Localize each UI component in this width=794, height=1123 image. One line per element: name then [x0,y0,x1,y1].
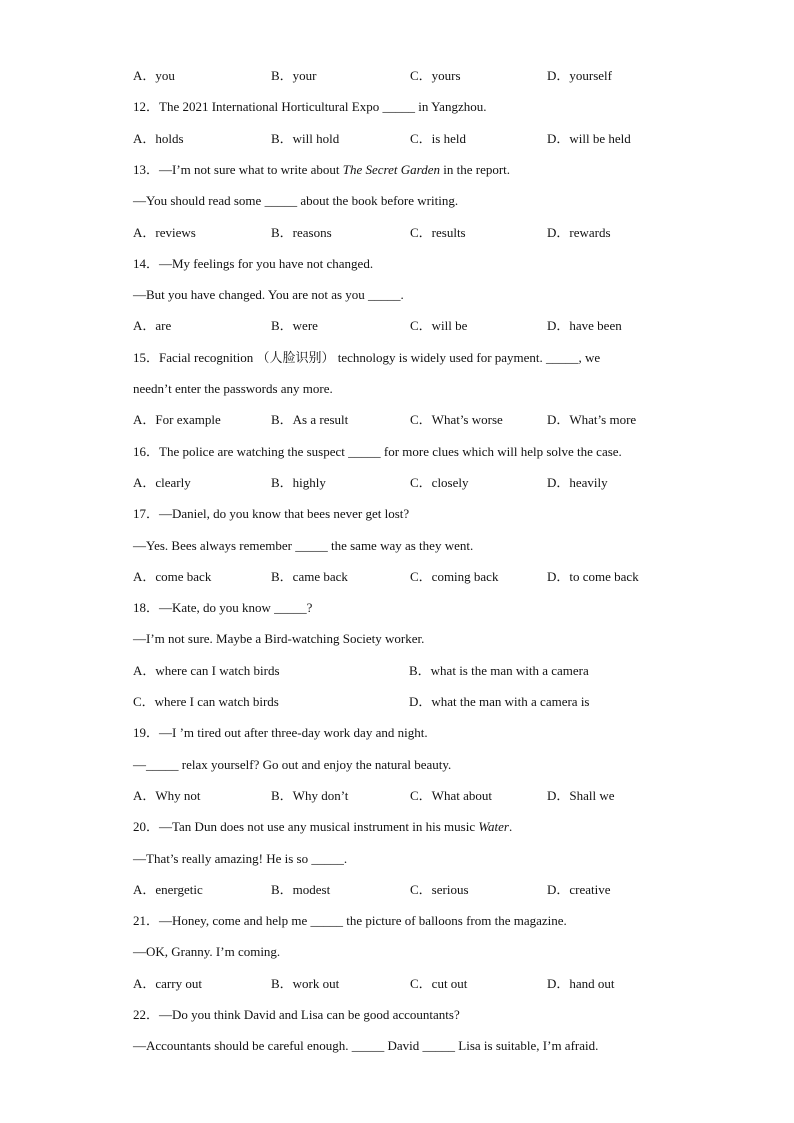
text-run: 18．—Kate, do you know _____? [133,600,313,615]
text-run: 20．—Tan Dun does not use any musical instrument in his music [133,819,479,834]
italic-title: Water [478,819,509,834]
question-line [133,350,694,366]
option-a: A．are [133,318,172,333]
question-line [133,538,694,554]
option-c: C．What about [410,788,492,803]
option-c: C．What’s worse [410,412,503,427]
option-c: C．results [410,225,466,240]
text-run: 15．Facial recognition （人脸识别） technology is widely used for payment. _____, we [133,350,601,365]
option-a: A．energetic [133,882,203,897]
question-line [133,725,694,741]
question-line [133,506,694,522]
question-line [133,1007,694,1023]
text-run: 19．—I ’m tired out after three-day work day and night. [133,725,428,740]
option-b: B．will hold [271,131,340,146]
option-a: A．Why not [133,788,201,803]
option-a: A．clearly [133,475,191,490]
text-run: —_____ relax yourself? Go out and enjoy the natural beauty. [133,757,452,772]
option-b: B．came back [271,569,348,584]
question-line [133,757,694,773]
text-run: —Yes. Bees always remember _____ the same way as they went. [133,538,474,553]
option-c: C．closely [410,475,469,490]
italic-title: The Secret Garden [342,162,440,177]
option-a: A．you [133,68,175,83]
text-run: 13．—I’m not sure what to write about [133,162,343,177]
text-run: —But you have changed. You are not as you _____. [133,287,404,302]
option-d: D．what the man with a camera is [409,694,590,709]
text-run: in the report. [440,162,511,177]
question-line [133,256,694,272]
option-b: B．As a result [271,412,349,427]
text-run: —You should read some _____ about the book before writing. [133,193,459,208]
option-b: B．Why don’t [271,788,349,803]
text-run: . [508,819,513,834]
question-line [133,99,694,115]
option-d: D．to come back [547,569,639,584]
option-a: A．where can I watch birds [133,663,280,678]
question-line [133,287,694,303]
text-run: —I’m not sure. Maybe a Bird-watching Society worker. [133,631,425,646]
option-b: B．were [271,318,318,333]
text-run: needn’t enter the passwords any more. [133,381,333,396]
question-line [133,819,694,835]
text-run: 16．The police are watching the suspect _____ for more clues which will help solve the case. [133,444,622,459]
option-b: B．work out [271,976,340,991]
option-b: B．your [271,68,317,83]
text-run: —Accountants should be careful enough. _____ David _____ Lisa is suitable, I’m afraid. [133,1038,599,1053]
question-line [133,1038,694,1054]
question-line [133,444,694,460]
option-a: A．For example [133,412,221,427]
option-c: C．yours [410,68,461,83]
option-d: D．Shall we [547,788,615,803]
option-a: A．carry out [133,976,202,991]
option-d: D．heavily [547,475,608,490]
text-run: 21．—Honey, come and help me _____ the picture of balloons from the magazine. [133,913,567,928]
text-run: 14．—My feelings for you have not changed. [133,256,374,271]
question-line [133,600,694,616]
option-d: D．hand out [547,976,615,991]
question-line [133,193,694,209]
text-run: 22．—Do you think David and Lisa can be good accountants? [133,1007,460,1022]
question-line [133,913,694,929]
question-line [133,162,694,178]
question-line [133,631,694,647]
option-c: C．will be [410,318,468,333]
question-line [133,381,694,397]
option-d: D．rewards [547,225,611,240]
option-c: C．coming back [410,569,499,584]
option-d: D．What’s more [547,412,637,427]
question-line [133,944,694,960]
option-c: C．where I can watch birds [133,694,279,709]
option-a: A．come back [133,569,212,584]
option-b: B．highly [271,475,326,490]
option-c: C．cut out [410,976,468,991]
option-a: A．reviews [133,225,196,240]
question-line [133,851,694,867]
text-run: —OK, Granny. I’m coming. [133,944,281,959]
option-d: D．creative [547,882,611,897]
option-b: B．reasons [271,225,332,240]
text-run: 12．The 2021 International Horticultural Expo _____ in Yangzhou. [133,99,487,114]
option-a: A．holds [133,131,184,146]
option-b: B．what is the man with a camera [409,663,589,678]
option-b: B．modest [271,882,331,897]
text-run: 17．—Daniel, do you know that bees never get lost? [133,506,410,521]
option-c: C．is held [410,131,466,146]
option-c: C．serious [410,882,469,897]
option-d: D．yourself [547,68,612,83]
option-d: D．have been [547,318,622,333]
text-run: —That’s really amazing! He is so _____. [133,851,348,866]
option-d: D．will be held [547,131,631,146]
